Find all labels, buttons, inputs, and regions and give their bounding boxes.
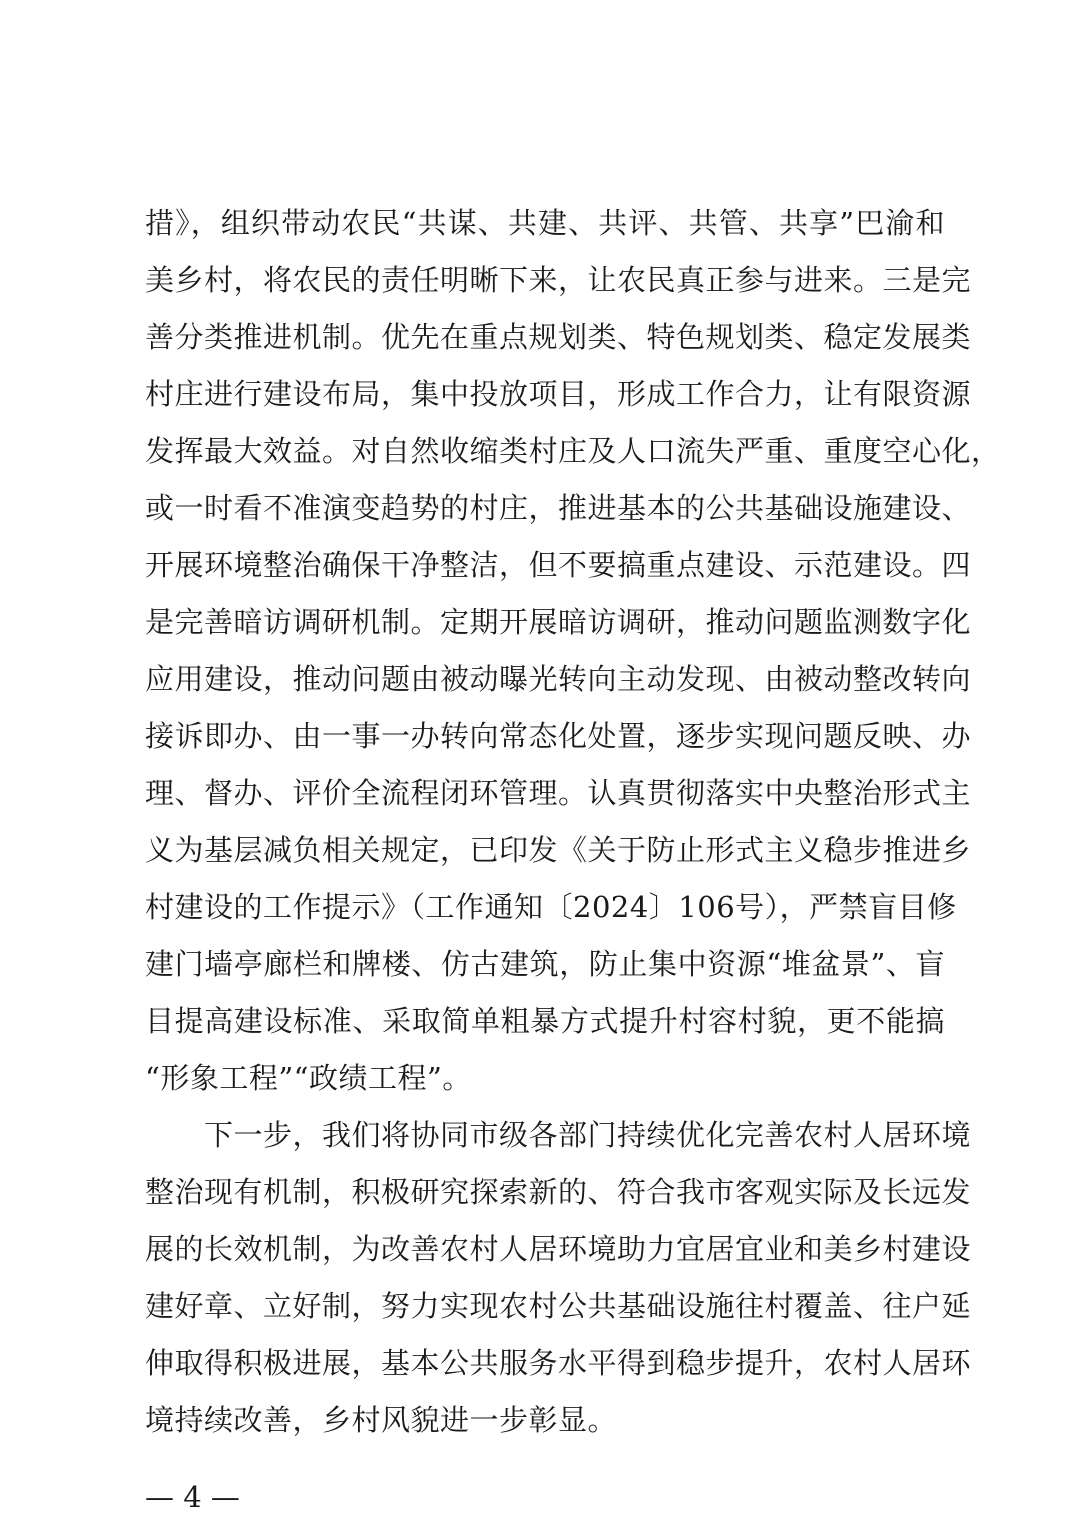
body-text-line: 伸取得积极进展，基本公共服务水平得到稳步提升，农村人居环 [145,1346,972,1380]
body-text-line: 义为基层减负相关规定，已印发《关于防止形式主义稳步推进乡 [145,833,972,867]
body-text-line: 目提高建设标准、采取简单粗暴方式提升村容村貌，更不能搞 [145,1004,945,1038]
body-text-line: 是完善暗访调研机制。定期开展暗访调研，推动问题监测数字化 [145,605,972,639]
body-text-line: 建门墙亭廊栏和牌楼、仿古建筑，防止集中资源“堆盆景”、盲 [145,947,945,981]
body-text-line: 展的长效机制，为改善农村人居环境助力宜居宜业和美乡村建设 [145,1232,972,1266]
body-text-line: 开展环境整治确保干净整洁，但不要搞重点建设、示范建设。四 [145,548,972,582]
body-text-line: 建好章、立好制，努力实现农村公共基础设施往村覆盖、往户延 [145,1289,972,1323]
body-text-line: 发挥最大效益。对自然收缩类村庄及人口流失严重、重度空心化， [145,434,1001,468]
body-text-line: 或一时看不准演变趋势的村庄，推进基本的公共基础设施建设、 [145,491,972,525]
body-text-line: 应用建设，推动问题由被动曝光转向主动发现、由被动整改转向 [145,662,972,696]
body-text-line: 下一步，我们将协同市级各部门持续优化完善农村人居环境 [145,1118,972,1152]
body-text-line: 美乡村，将农民的责任明晰下来，让农民真正参与进来。三是完 [145,263,972,297]
body-text-line: “形象工程”“政绩工程”。 [145,1061,472,1095]
body-text-line: 村庄进行建设布局，集中投放项目，形成工作合力，让有限资源 [145,377,972,411]
body-text-line: 境持续改善，乡村风貌进一步彰显。 [145,1403,618,1437]
body-text-line: 接诉即办、由一事一办转向常态化处置，逐步实现问题反映、办 [145,719,972,753]
body-text-line: 整治现有机制，积极研究探索新的、符合我市客观实际及长远发 [145,1175,972,1209]
body-text-line: 善分类推进机制。优先在重点规划类、特色规划类、稳定发展类 [145,320,972,354]
page-number: — 4 — [145,1480,240,1514]
body-text-line: 措》，组织带动农民“共谋、共建、共评、共管、共享”巴渝和 [145,206,945,240]
body-text-line: 村建设的工作提示》（工作通知〔2024〕106号），严禁盲目修 [145,890,957,924]
body-text-line: 理、督办、评价全流程闭环管理。认真贯彻落实中央整治形式主 [145,776,972,810]
